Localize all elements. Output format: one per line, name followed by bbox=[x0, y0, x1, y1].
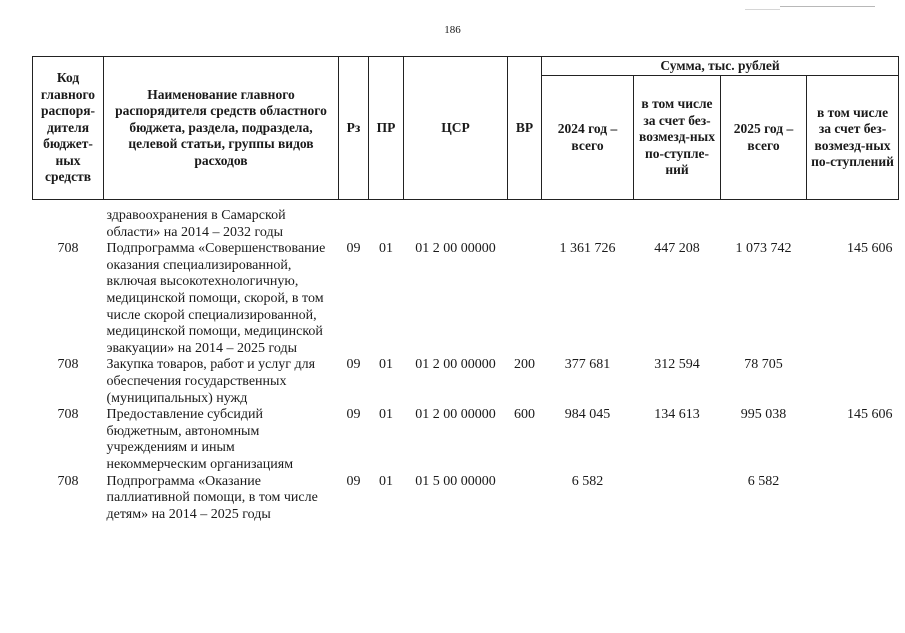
cell-pr: 01 bbox=[379, 241, 393, 257]
header-sum-group: Сумма, тыс. рублей bbox=[542, 57, 899, 76]
cell-code: 708 bbox=[57, 357, 79, 373]
table-row bbox=[33, 474, 899, 524]
cell-2025-total: 1 073 742 bbox=[735, 241, 792, 257]
cell-code: 708 bbox=[57, 473, 79, 489]
cell-2024-total: 377 681 bbox=[564, 357, 611, 373]
cell-2024-total: 984 045 bbox=[564, 407, 611, 423]
header-code: Код главного распоря-дителя бюджет-ных средств bbox=[33, 57, 104, 200]
cell-csr: 01 2 00 00000 bbox=[415, 241, 496, 257]
cell-code bbox=[33, 208, 104, 241]
table-header bbox=[33, 57, 899, 200]
cell-rz: 09 bbox=[346, 241, 361, 257]
cell-pr bbox=[369, 208, 404, 241]
budget-table bbox=[32, 56, 899, 523]
cell-rz: 09 bbox=[346, 407, 361, 423]
cell-pr: 01 bbox=[379, 357, 393, 373]
cell-2024-free: 134 613 bbox=[654, 407, 700, 423]
cell-2024-total: 1 361 726 bbox=[559, 241, 616, 257]
cell-csr: 01 5 00 00000 bbox=[415, 473, 496, 489]
cell-2024-free bbox=[634, 474, 721, 524]
cell-2025-total: 6 582 bbox=[747, 473, 780, 489]
cell-pr: 01 bbox=[379, 473, 393, 489]
cell-2024-free bbox=[634, 208, 721, 241]
header-name: Наименование главного распорядителя средств областного бюджета, раздела, подраздела, целевой статьи, группы видов расходов bbox=[104, 57, 339, 200]
table-row bbox=[33, 241, 899, 357]
cell-vr: 200 bbox=[514, 357, 535, 373]
cell-2025-total: 995 038 bbox=[740, 407, 787, 423]
header-2025-free: в том числе за счет без-возмезд-ных по-ступлений bbox=[807, 76, 899, 200]
cell-2025-total bbox=[721, 208, 807, 241]
cell-vr: 600 bbox=[514, 407, 535, 423]
cell-pr: 01 bbox=[379, 407, 393, 423]
cell-csr: 01 2 00 00000 bbox=[415, 407, 496, 423]
cell-name: Закупка товаров, работ и услуг для обеспечения государственных (муниципальных) нужд bbox=[106, 357, 316, 406]
cell-csr: 01 2 00 00000 bbox=[415, 357, 496, 373]
page-number: 186 bbox=[444, 24, 461, 36]
cell-rz: 09 bbox=[346, 357, 361, 373]
cell-2025-free bbox=[807, 474, 899, 524]
cell-vr bbox=[508, 474, 542, 524]
cell-rz: 09 bbox=[346, 473, 361, 489]
cell-2025-free: 145 606 bbox=[847, 407, 893, 423]
table-row bbox=[33, 407, 899, 473]
scan-edge-line bbox=[780, 6, 875, 7]
cell-code: 708 bbox=[57, 241, 79, 257]
cell-name: здравоохранения в Самарской области» на 2014 – 2032 годы bbox=[106, 208, 286, 240]
cell-2025-total: 78 705 bbox=[744, 357, 783, 373]
cell-name: Подпрограмма «Совершенствование оказания специализированной, включая высокотехнологичную, медицинской помощи, скорой, в том числе скорой специализированной, медицинской помощи, медицинской эвакуации» на 2014 – 2025 годы bbox=[106, 241, 326, 356]
cell-csr bbox=[404, 208, 508, 241]
cell-2025-free bbox=[807, 208, 899, 241]
header-2024-free: в том числе за счет без-возмезд-ных по-ступле-ний bbox=[634, 76, 721, 200]
cell-name: Подпрограмма «Оказание паллиативной помощи, в том числе детям» на 2014 – 2025 годы bbox=[106, 473, 318, 522]
cell-2025-free bbox=[807, 357, 899, 407]
cell-rz bbox=[339, 208, 369, 241]
header-2025-total: 2025 год – всего bbox=[721, 76, 807, 200]
cell-code: 708 bbox=[57, 407, 79, 423]
cell-2025-free: 145 606 bbox=[847, 241, 893, 257]
header-csr: ЦСР bbox=[404, 57, 508, 200]
cell-2024-total: 6 582 bbox=[571, 473, 604, 489]
cell-name: Предоставление субсидий бюджетным, автономным учреждениям и иным некоммерческим организациям bbox=[106, 407, 294, 472]
cell-vr bbox=[508, 208, 542, 241]
scan-edge-line-short bbox=[745, 9, 780, 10]
cell-2024-free: 312 594 bbox=[654, 357, 700, 373]
table-row bbox=[33, 357, 899, 407]
header-2024-total: 2024 год – всего bbox=[542, 76, 634, 200]
header-vr: ВР bbox=[508, 57, 542, 200]
table-body bbox=[33, 200, 899, 524]
cell-2024-total bbox=[542, 208, 634, 241]
table-row bbox=[33, 208, 899, 241]
row-spacer bbox=[33, 200, 899, 209]
header-rz: Рз bbox=[339, 57, 369, 200]
cell-vr bbox=[508, 241, 542, 357]
cell-2024-free: 447 208 bbox=[654, 241, 700, 257]
header-pr: ПР bbox=[369, 57, 404, 200]
